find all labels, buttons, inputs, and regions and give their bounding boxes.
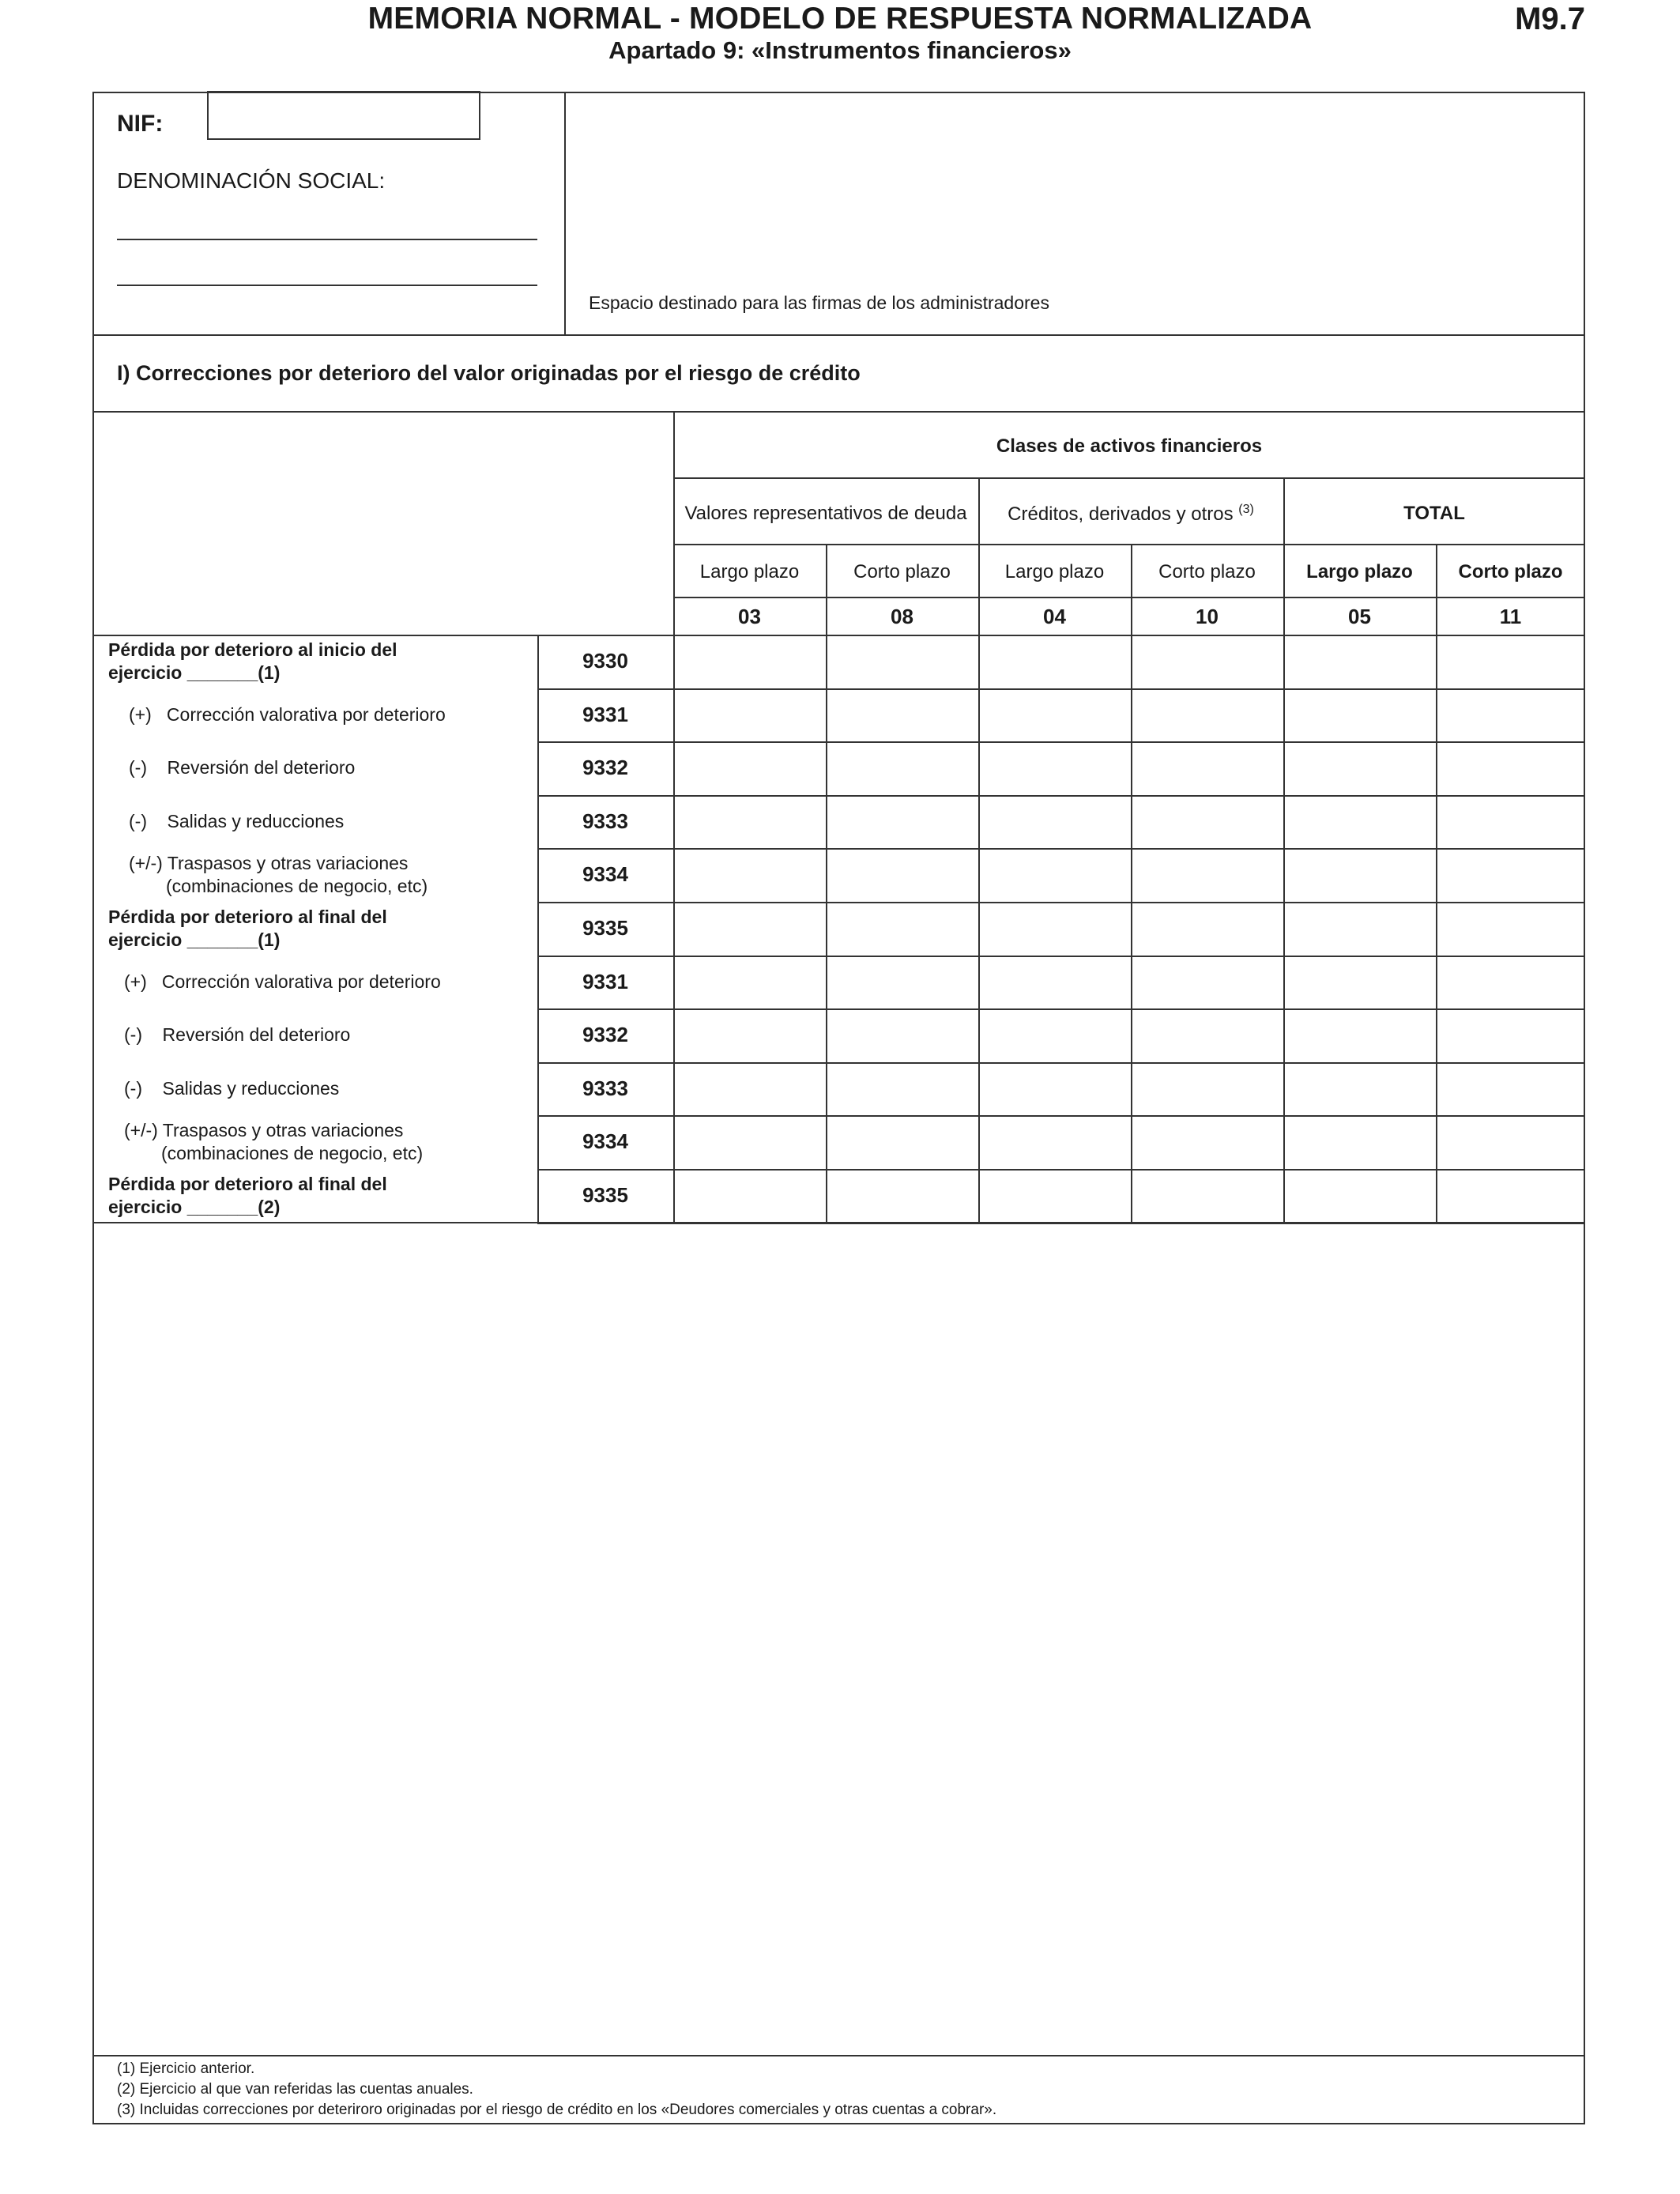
- amount-cell[interactable]: [980, 1171, 1129, 1221]
- row-label-line1: (+) Corrección valorativa por deterioro: [129, 703, 446, 725]
- amount-cell[interactable]: [1285, 690, 1434, 741]
- amount-cell[interactable]: [1132, 1171, 1282, 1221]
- amount-cell[interactable]: [827, 636, 977, 687]
- amount-cell[interactable]: [980, 636, 1129, 687]
- row-code: 9334: [582, 862, 628, 887]
- row-label: [108, 1173, 534, 1219]
- row-label: [129, 756, 534, 779]
- amount-cell[interactable]: [1285, 903, 1434, 954]
- amount-cell[interactable]: [1285, 797, 1434, 847]
- row-code: 9335: [582, 1183, 628, 1207]
- row-code: 9330: [582, 649, 628, 673]
- amount-cell[interactable]: [675, 743, 824, 794]
- divider: [92, 411, 1585, 413]
- row-label-line1: (+/-) Traspasos y otras variaciones: [129, 853, 409, 874]
- row-code: 9334: [582, 1129, 628, 1154]
- amount-cell[interactable]: [1437, 1010, 1584, 1061]
- amount-cell[interactable]: [827, 690, 977, 741]
- row-code: 9332: [582, 756, 628, 780]
- column-code-2: 04: [1043, 605, 1066, 628]
- amount-cell[interactable]: [980, 1117, 1129, 1167]
- column-code-5: 11: [1499, 605, 1522, 628]
- amount-cell[interactable]: [1285, 1010, 1434, 1061]
- row-code: 9333: [582, 1076, 628, 1100]
- amount-cell[interactable]: [1132, 850, 1282, 900]
- amount-cell[interactable]: [1285, 1171, 1434, 1221]
- nif-input[interactable]: [207, 91, 480, 140]
- row-code: 9332: [582, 1023, 628, 1047]
- amount-cell[interactable]: [827, 797, 977, 847]
- amount-cell[interactable]: [1132, 797, 1282, 847]
- form-subtitle: Apartado 9: «Instrumentos financieros»: [608, 36, 1072, 64]
- denominacion-label: DENOMINACIÓN SOCIAL:: [117, 168, 386, 193]
- row-label: [124, 971, 534, 993]
- amount-cell[interactable]: [980, 690, 1129, 741]
- amount-cell[interactable]: [827, 1010, 977, 1061]
- amount-cell[interactable]: [675, 690, 824, 741]
- amount-cell[interactable]: [1285, 636, 1434, 687]
- column-code-1: 08: [891, 605, 913, 628]
- row-label-line2: ejercicio _______(1): [108, 929, 281, 950]
- amount-cell[interactable]: [675, 797, 824, 847]
- section-title: I) Correcciones por deterioro del valor originadas por el riesgo de crédito: [117, 361, 861, 385]
- amount-cell[interactable]: [980, 850, 1129, 900]
- class-header-creditos: Créditos, derivados y otros $^{(3)}$: [1008, 503, 1254, 525]
- row-label: [108, 906, 534, 952]
- divider: [92, 2055, 1585, 2056]
- row-label-line1: Pérdida por deterioro al final del: [108, 907, 387, 927]
- amount-cell[interactable]: [675, 903, 824, 954]
- row-code: 9331: [582, 702, 628, 726]
- row-label-line2: (combinaciones de negocio, etc): [161, 1143, 424, 1164]
- amount-cell[interactable]: [980, 797, 1129, 847]
- row-label-line1: (+/-) Traspasos y otras variaciones: [124, 1120, 404, 1141]
- subheader-3: Corto plazo: [1158, 561, 1256, 582]
- subheader-1: Corto plazo: [853, 561, 951, 582]
- amount-cell[interactable]: [1132, 903, 1282, 954]
- amount-cell[interactable]: [1437, 797, 1584, 847]
- notes-area[interactable]: [94, 1223, 1584, 2053]
- amount-cell[interactable]: [1437, 957, 1584, 1008]
- amount-cell[interactable]: [1437, 690, 1584, 741]
- amount-cell[interactable]: [827, 850, 977, 900]
- column-code-4: 05: [1348, 605, 1371, 628]
- row-label: [124, 1119, 534, 1165]
- amount-cell[interactable]: [675, 1171, 824, 1221]
- row-label: [129, 810, 534, 833]
- amount-cell[interactable]: [675, 957, 824, 1008]
- divider: [92, 334, 1585, 336]
- amount-cell[interactable]: [1132, 690, 1282, 741]
- amount-cell[interactable]: [827, 1064, 977, 1114]
- amount-cell[interactable]: [1132, 1064, 1282, 1114]
- amount-cell[interactable]: [1437, 1064, 1584, 1114]
- code-column-divider: [537, 635, 539, 1223]
- amount-cell[interactable]: [1285, 957, 1434, 1008]
- amount-cell[interactable]: [675, 1010, 824, 1061]
- row-label: [124, 1077, 534, 1100]
- amount-cell[interactable]: [980, 1064, 1129, 1114]
- row-code: 9333: [582, 809, 628, 833]
- row-label-line2: (combinaciones de negocio, etc): [166, 876, 428, 897]
- amount-cell[interactable]: [980, 743, 1129, 794]
- subheader-5: Corto plazo: [1458, 561, 1563, 582]
- amount-cell[interactable]: [1132, 1117, 1282, 1167]
- amount-cell[interactable]: [675, 636, 824, 687]
- row-label-line1: (-) Salidas y reducciones: [129, 810, 345, 831]
- amount-cell[interactable]: [1285, 743, 1434, 794]
- amount-cell[interactable]: [1132, 1010, 1282, 1061]
- amount-cell[interactable]: [980, 903, 1129, 954]
- amount-cell[interactable]: [827, 743, 977, 794]
- amount-cell[interactable]: [1132, 743, 1282, 794]
- amount-cell[interactable]: [1437, 1117, 1584, 1167]
- row-label: [129, 703, 534, 726]
- column-code-0: 03: [738, 605, 761, 628]
- amount-cell[interactable]: [1285, 1064, 1434, 1114]
- row-code: 9331: [582, 969, 628, 993]
- class-header-note: (3): [1238, 503, 1254, 516]
- row-label: [108, 639, 534, 684]
- row-label: [124, 1023, 534, 1046]
- amount-cell[interactable]: [1285, 850, 1434, 900]
- amount-cell[interactable]: [1437, 1171, 1584, 1221]
- footnote-1: (1) Ejercicio anterior.: [117, 2060, 255, 2077]
- amount-cell[interactable]: [675, 1117, 824, 1167]
- group-header: Clases de activos financieros: [996, 435, 1263, 457]
- row-label-line2: ejercicio _______(2): [108, 1197, 281, 1217]
- amount-cell[interactable]: [1285, 1117, 1434, 1167]
- row-label: [129, 852, 534, 898]
- column-code-3: 10: [1196, 605, 1219, 628]
- row-label-line1: (-) Reversión del deterioro: [124, 1024, 351, 1046]
- footnote-3: (3) Incluidas correcciones por deteriroro originadas por el riesgo de crédito en los «Deudores comerciales y otras cuentas a cobrar».: [117, 2102, 997, 2118]
- divider: [673, 544, 1585, 545]
- row-label-line1: Pérdida por deterioro al inicio del: [108, 639, 397, 660]
- denominacion-line-2[interactable]: [117, 285, 537, 286]
- form-title: MEMORIA NORMAL - MODELO DE RESPUESTA NORMALIZADA: [367, 2, 1313, 36]
- amount-cell[interactable]: [675, 850, 824, 900]
- amount-cell[interactable]: [827, 1117, 977, 1167]
- form-code: M9.7: [1515, 2, 1585, 36]
- amount-cell[interactable]: [980, 1010, 1129, 1061]
- class-header-valores: Valores representativos de deuda: [684, 503, 967, 524]
- amount-cell[interactable]: [675, 1064, 824, 1114]
- amount-cell[interactable]: [1437, 850, 1584, 900]
- amount-cell[interactable]: [827, 903, 977, 954]
- amount-cell[interactable]: [827, 1171, 977, 1221]
- subheader-0: Largo plazo: [699, 561, 800, 582]
- divider: [673, 597, 1585, 598]
- row-label-line2: ejercicio _______(1): [108, 662, 281, 683]
- subheader-2: Largo plazo: [1004, 561, 1105, 582]
- row-label-line1: (+) Corrección valorativa por deterioro: [124, 971, 441, 992]
- row-label-line1: (-) Salidas y reducciones: [124, 1077, 340, 1099]
- amount-cell[interactable]: [1437, 743, 1584, 794]
- amount-cell[interactable]: [1437, 903, 1584, 954]
- footnote-2: (2) Ejercicio al que van referidas las cuentas anuales.: [117, 2081, 473, 2098]
- denominacion-line-1[interactable]: [117, 239, 537, 240]
- amount-cell[interactable]: [827, 957, 977, 1008]
- subheader-4: Largo plazo: [1306, 561, 1413, 582]
- amount-cell[interactable]: [1437, 636, 1584, 687]
- row-label-line1: (-) Reversión del deterioro: [129, 757, 356, 778]
- amount-cell[interactable]: [1132, 957, 1282, 1008]
- row-code: 9335: [582, 916, 628, 940]
- amount-cell[interactable]: [1132, 636, 1282, 687]
- amount-cell[interactable]: [980, 957, 1129, 1008]
- divider: [673, 477, 1585, 479]
- nif-label: NIF:: [117, 111, 164, 137]
- row-label-line1: Pérdida por deterioro al final del: [108, 1174, 387, 1194]
- class-header-total: TOTAL: [1403, 503, 1465, 524]
- signature-note: Espacio destinado para las firmas de los administradores: [589, 292, 1049, 313]
